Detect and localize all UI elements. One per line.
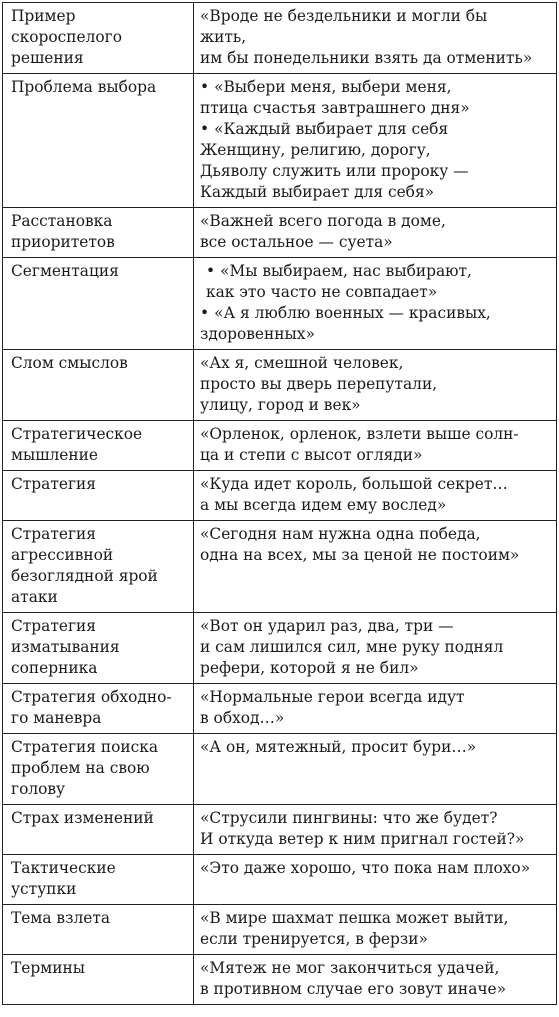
term-cell: Стратегия bbox=[3, 471, 194, 521]
term-cell: Стратегия поиска проблем на свою голову bbox=[3, 734, 194, 805]
table-row bbox=[3, 855, 557, 905]
quote-bullet: • «Выбери меня, выбери меня, птица счастья завтрашнего дня» bbox=[200, 77, 550, 119]
table-row bbox=[3, 805, 557, 855]
quote-cell: «В мире шахмат пешка может выйти, если тренируется, в ферзи» bbox=[194, 905, 557, 955]
table-row bbox=[3, 74, 557, 208]
quote-cell: «Вроде не бездельники и могли бы жить, им бы понедельники взять да отменить» bbox=[194, 3, 557, 74]
quote-cell: «Куда идет король, большой секрет… а мы всегда идем ему вослед» bbox=[194, 471, 557, 521]
quote-cell: «А он, мятежный, просит бури…» bbox=[194, 734, 557, 805]
term-cell: Стратегическое мышление bbox=[3, 421, 194, 471]
term-cell: Слом смыслов bbox=[3, 350, 194, 421]
term-cell: Термины bbox=[3, 955, 194, 1005]
quote-cell: «Нормальные герои всегда идут в обход…» bbox=[194, 684, 557, 734]
quote-cell: «Струсили пингвины: что же будет? И откуда ветер к ним пригнал гостей?» bbox=[194, 805, 557, 855]
table-row bbox=[3, 684, 557, 734]
table-row bbox=[3, 471, 557, 521]
table-row bbox=[3, 521, 557, 613]
quote-bullet: • «Каждый выбирает для себя Женщину, религию, дорогу, Дьяволу служить или пророку — Каждый выбирает для себя» bbox=[200, 119, 550, 203]
table-row bbox=[3, 350, 557, 421]
quote-cell bbox=[194, 258, 557, 350]
term-cell: Пример скороспелого решения bbox=[3, 3, 194, 74]
quote-cell: «Сегодня нам нужна одна победа, одна на всех, мы за ценой не постоим» bbox=[194, 521, 557, 613]
quote-cell: «Это даже хорошо, что пока нам плохо» bbox=[194, 855, 557, 905]
term-cell: Стратегия изматывания соперника bbox=[3, 613, 194, 684]
table-row bbox=[3, 258, 557, 350]
table-row bbox=[3, 955, 557, 1005]
term-cell: Тактические уступки bbox=[3, 855, 194, 905]
quote-bullet: • «А я люблю военных — красивых, здоровенных» bbox=[200, 303, 550, 345]
table-row bbox=[3, 421, 557, 471]
quote-cell: «Важней всего погода в доме, все остальное — суета» bbox=[194, 208, 557, 258]
quotes-table bbox=[2, 2, 557, 1005]
term-cell: Страх изменений bbox=[3, 805, 194, 855]
quote-bullet: • «Мы выбираем, нас выбирают, как это часто не совпадает» bbox=[200, 261, 550, 303]
term-cell: Стратегия обходно- го маневра bbox=[3, 684, 194, 734]
table-row bbox=[3, 613, 557, 684]
table-row bbox=[3, 734, 557, 805]
quote-cell: «Ах я, смешной человек, просто вы дверь перепутали, улицу, город и век» bbox=[194, 350, 557, 421]
term-cell: Проблема выбора bbox=[3, 74, 194, 208]
table-row bbox=[3, 208, 557, 258]
quote-cell: «Орленок, орленок, взлети выше солн- ца и степи с высот огляди» bbox=[194, 421, 557, 471]
term-cell: Стратегия агрессивной безоглядной ярой атаки bbox=[3, 521, 194, 613]
table-row bbox=[3, 3, 557, 74]
quote-cell bbox=[194, 74, 557, 208]
term-cell: Сегментация bbox=[3, 258, 194, 350]
term-cell: Расстановка приоритетов bbox=[3, 208, 194, 258]
table-row bbox=[3, 905, 557, 955]
quote-cell: «Вот он ударил раз, два, три — и сам лишился сил, мне руку поднял рефери, которой я не бил» bbox=[194, 613, 557, 684]
quote-cell: «Мятеж не мог закончиться удачей, в противном случае его зовут иначе» bbox=[194, 955, 557, 1005]
term-cell: Тема взлета bbox=[3, 905, 194, 955]
